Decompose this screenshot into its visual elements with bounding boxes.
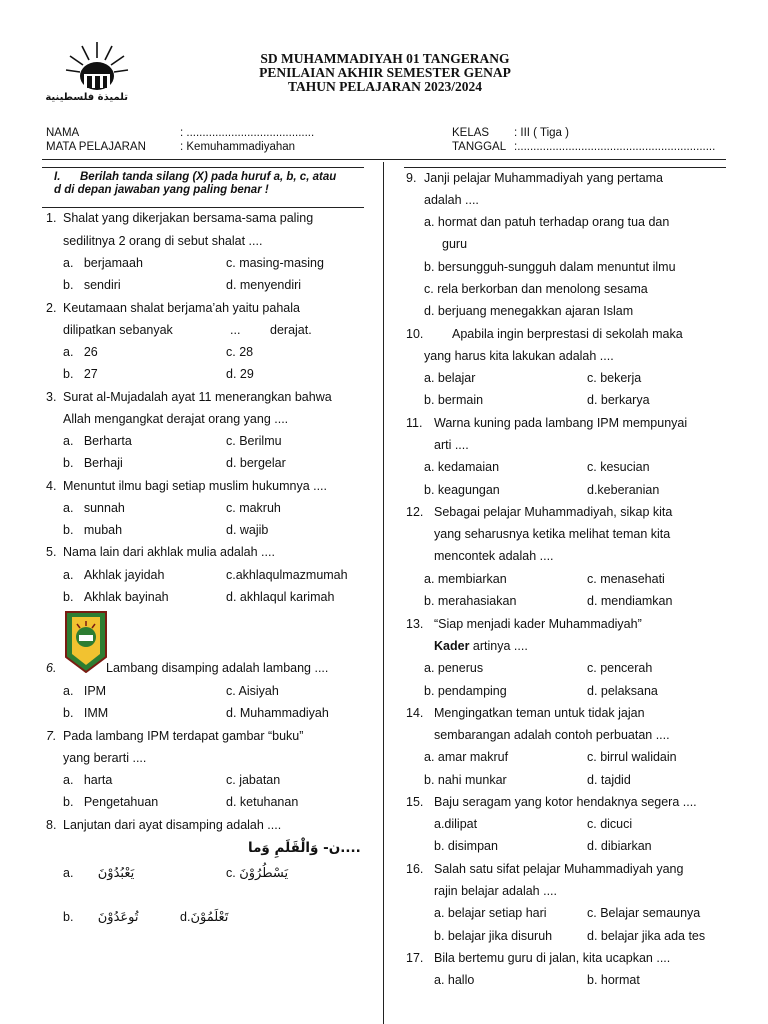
question-number: 10. (406, 327, 424, 341)
question-text: Surat al-Mujadalah ayat 11 menerangkan bahwa (63, 390, 332, 404)
option-d[interactable]: d. ketuhanan (226, 795, 299, 809)
question-number: 15. (406, 795, 424, 809)
instruction-line1: Berilah tanda silang (X) pada huruf a, b, c, atau (80, 171, 337, 183)
question-number: 8. (46, 818, 57, 832)
ipm-shield-icon (65, 611, 107, 673)
option-b[interactable]: b. merahasiakan (424, 594, 517, 608)
option-c[interactable]: c. Belajar semaunya (587, 906, 701, 920)
option-c[interactable]: c. kesucian (587, 460, 650, 474)
question-text: yang berarti .... (63, 751, 147, 765)
option-c[interactable]: c. menasehati (587, 572, 665, 586)
question-number: 5. (46, 545, 57, 559)
nama-field[interactable]: : ........................................ (180, 127, 315, 139)
option-c[interactable]: c. makruh (226, 501, 281, 515)
option-c[interactable]: c. rela berkorban dan menolong sesama (424, 282, 648, 296)
question-text: Shalat yang dikerjakan bersama-sama paling (63, 211, 314, 225)
school-logo (45, 38, 132, 108)
option-d[interactable]: d. berkarya (587, 393, 650, 407)
nama-label: NAMA (46, 127, 80, 139)
option-d[interactable]: d.keberanian (587, 483, 660, 497)
kelas-value: : III ( Tiga ) (514, 127, 569, 139)
question-number: 11. (406, 416, 423, 430)
column-divider (383, 162, 384, 1024)
option-b[interactable]: b. nahi munkar (424, 773, 507, 787)
question-text: Apabila ingin berprestasi di sekolah maka (452, 327, 683, 341)
question-text: derajat. (270, 323, 312, 337)
option-a[interactable]: a. Berharta (63, 434, 132, 448)
option-a[interactable]: a. membiarkan (424, 572, 507, 586)
question-text: Sebagai pelajar Muhammadiyah, sikap kita (434, 505, 673, 519)
school-name: SD MUHAMMADIYAH 01 TANGERANG (260, 51, 510, 66)
option-d[interactable]: d. 29 (226, 367, 254, 381)
option-b[interactable]: b. pendamping (424, 684, 507, 698)
option-b[interactable]: b. belajar jika disuruh (434, 929, 553, 943)
option-b[interactable]: b. تُوعَدُوْنَ (63, 910, 139, 925)
option-c[interactable]: c.akhlaqulmazmumah (226, 568, 348, 582)
question-text: sedilitnya 2 orang di sebut shalat .... (63, 234, 263, 248)
option-a[interactable]: a. penerus (424, 661, 484, 675)
option-a[interactable]: a. belajar setiap hari (434, 906, 547, 920)
option-a-cont: guru (442, 237, 468, 251)
question-text: Keutamaan shalat berjama’ah yaitu pahala (63, 301, 300, 315)
option-d[interactable]: d. bergelar (226, 456, 286, 470)
question-number: 13. (406, 617, 424, 631)
question-text: Lambang disamping adalah lambang .... (106, 661, 329, 675)
option-c[interactable]: c. jabatan (226, 773, 281, 787)
option-b[interactable]: b. bersungguh-sungguh dalam menuntut ilmu (424, 260, 676, 274)
option-a[interactable]: a. 26 (63, 345, 98, 359)
question-text: Menuntut ilmu bagi setiap muslim hukumnya .... (63, 479, 328, 493)
instruction-line2: d di depan jawaban yang paling benar ! (54, 184, 269, 196)
option-a[interactable]: a. Akhlak jayidah (63, 568, 165, 582)
option-b[interactable]: b. sendiri (63, 278, 121, 292)
question-text: dilipatkan sebanyak (63, 323, 173, 337)
question-text: yang harus kita lakukan adalah .... (424, 349, 614, 363)
question-number: 17. (406, 951, 424, 965)
option-c[interactable]: b. hormat (587, 973, 640, 987)
option-a[interactable]: a. harta (63, 773, 113, 787)
question-text: adalah .... (424, 193, 479, 207)
question-text: Warna kuning pada lambang IPM mempunyai (434, 416, 688, 430)
option-d[interactable]: d. belajar jika ada tes (587, 929, 706, 943)
option-c[interactable]: c. birrul walidain (587, 750, 677, 764)
option-c[interactable]: c. bekerja (587, 371, 642, 385)
question-number: 12. (406, 505, 424, 519)
question-text: Allah mengangkat derajat orang yang .... (63, 412, 289, 426)
tanggal-field[interactable]: :.............................................................. (514, 141, 716, 153)
question-text: “Siap menjadi kader Muhammadiyah” (434, 617, 642, 631)
question-text: ... (230, 323, 241, 337)
question-number: 7. (46, 729, 57, 743)
tanggal-label: TANGGAL (452, 141, 507, 153)
question-text: Janji pelajar Muhammadiyah yang pertama (424, 171, 664, 185)
question-text: arti .... (434, 438, 469, 452)
option-a[interactable]: a. belajar (424, 371, 476, 385)
option-a[interactable]: a. sunnah (63, 501, 125, 515)
option-c[interactable]: c. pencerah (587, 661, 653, 675)
question-text: Baju seragam yang kotor hendaknya segera .... (434, 795, 697, 809)
ipm-emblem (65, 611, 107, 673)
logo-caption: تلميذة فلسطينية (45, 92, 128, 103)
option-b[interactable]: b. bermain (424, 393, 484, 407)
option-d[interactable]: d. berjuang menegakkan ajaran Islam (424, 304, 634, 318)
option-b[interactable]: b. Pengetahuan (63, 795, 159, 809)
option-a[interactable]: a. hormat dan patuh terhadap orang tua dan (424, 215, 670, 229)
exam-title: PENILAIAN AKHIR SEMESTER GENAP (259, 65, 511, 80)
instruction-divider (42, 207, 364, 208)
question-number: 9. (406, 171, 417, 185)
option-c[interactable]: c. Aisiyah (226, 684, 279, 698)
option-b[interactable]: b. Berhaji (63, 456, 123, 470)
question-text: Lanjutan dari ayat disamping adalah .... (63, 818, 282, 832)
question-number: 3. (46, 390, 57, 404)
question-text: yang seharusnya ketika melihat teman kita (434, 527, 671, 541)
option-d[interactable]: d. akhlaqul karimah (226, 590, 335, 604)
option-b[interactable]: b. Akhlak bayinah (63, 590, 169, 604)
option-c[interactable]: c. masing-masing (226, 256, 324, 270)
instruction-number: I. (54, 171, 61, 183)
mapel-value: : Kemuhammadiyahan (180, 141, 296, 153)
option-d[interactable]: d. Muhammadiyah (226, 706, 329, 720)
option-d[interactable]: d. mendiamkan (587, 594, 673, 608)
top-divider (42, 159, 726, 160)
option-a[interactable]: a. berjamaah (63, 256, 143, 270)
option-c[interactable]: c. Berilmu (226, 434, 282, 448)
question-text: sembarangan adalah contoh perbuatan .... (434, 728, 670, 742)
question-text: Salah satu sifat pelajar Muhammadiyah yang (434, 862, 684, 876)
question-text: mencontek adalah .... (434, 549, 554, 563)
question-text: rajin belajar adalah .... (434, 884, 557, 898)
ayat-text: ....ن- وَالْقَلَمِ وَما (248, 840, 361, 856)
right-divider (404, 167, 726, 168)
kelas-label: KELAS (452, 127, 490, 139)
option-c[interactable]: c. 28 (226, 345, 254, 359)
option-a[interactable]: a. IPM (63, 684, 107, 698)
question-number: 14. (406, 706, 424, 720)
question-text: Bila bertemu guru di jalan, kita ucapkan .... (434, 951, 671, 965)
question-text: Kader artinya .... (434, 639, 528, 653)
option-a[interactable]: a. يَعْبُدُوْنَ (63, 866, 135, 881)
question-number: 6. (46, 661, 57, 675)
option-a[interactable]: a. hallo (434, 973, 475, 987)
option-b[interactable]: b. mubah (63, 523, 123, 537)
question-number: 2. (46, 301, 57, 315)
question-text: Nama lain dari akhlak mulia adalah .... (63, 545, 275, 559)
option-b[interactable]: b. disimpan (434, 839, 498, 853)
option-d[interactable]: d.تَعْلَمُوْنَ (180, 910, 229, 925)
option-c[interactable]: c. يَسْطُرُوْنَ (226, 866, 289, 881)
option-b[interactable]: b. keagungan (424, 483, 500, 497)
option-d[interactable]: d. tajdid (587, 773, 631, 787)
mapel-label: MATA PELAJARAN (46, 141, 146, 153)
question-number: 1. (46, 211, 57, 225)
option-b[interactable]: b. 27 (63, 367, 98, 381)
option-c[interactable]: c. dicuci (587, 817, 633, 831)
option-d[interactable]: d. menyendiri (226, 278, 302, 292)
academic-year: TAHUN PELAJARAN 2023/2024 (287, 79, 482, 94)
option-a[interactable]: a. kedamaian (424, 460, 500, 474)
left-divider (42, 167, 364, 168)
question-number: 4. (46, 479, 57, 493)
question-number: 16. (406, 862, 424, 876)
option-a[interactable]: a.dilipat (434, 817, 478, 831)
option-a[interactable]: a. amar makruf (424, 750, 509, 764)
question-text: Mengingatkan teman untuk tidak jajan (434, 706, 645, 720)
option-d[interactable]: d. wajib (226, 523, 269, 537)
option-d[interactable]: d. dibiarkan (587, 839, 652, 853)
question-text: Pada lambang IPM terdapat gambar “buku” (63, 729, 304, 743)
option-d[interactable]: d. pelaksana (587, 684, 658, 698)
option-b[interactable]: b. IMM (63, 706, 109, 720)
